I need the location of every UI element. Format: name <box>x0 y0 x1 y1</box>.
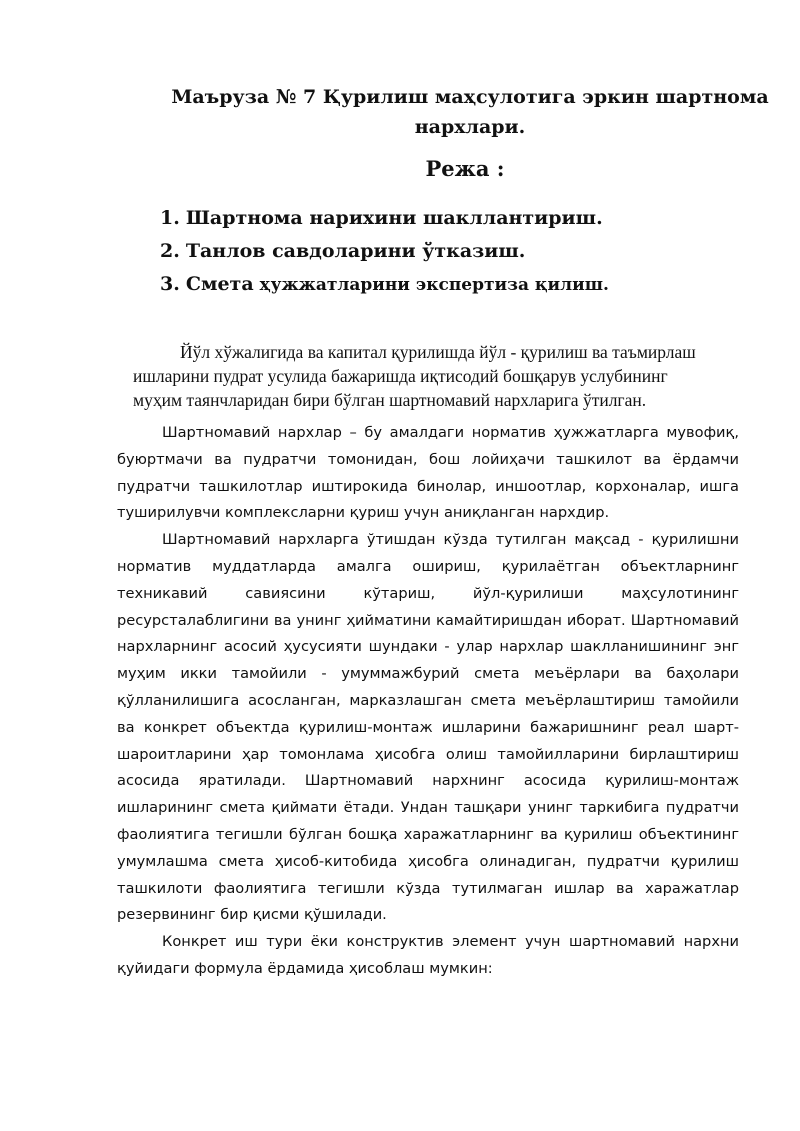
body-text <box>117 420 739 983</box>
plan-item-text: Танлов савдоларини ўтказиш. <box>185 240 526 262</box>
plan-item-text-lead: Смета <box>185 273 254 295</box>
plan-item <box>160 202 780 235</box>
title-line-1: Маъруза № 7 Қурилиш маҳсулотига эркин шартнома <box>171 86 769 108</box>
plan-list <box>160 202 780 302</box>
intro-line: Йўл хўжалигида ва капитал қурилишда йўл - қурилиш ва таъмирлаш <box>180 342 696 362</box>
plan-item <box>160 268 780 302</box>
body-paragraph: Шартномавий нархларга ўтишдан кўзда тутилган мақсад - қурилишни норматив муддатларда амалга ошириш, қурилаётган объектларнинг техникавий савиясини кўтариш, йўл-қурилиши маҳсулотининг ресурсталаблигини ва унинг ҳийматини камайтиришдан иборат. Шартномавий нархларнинг асосий ҳусусияти шундаки - улар нархлар шаклланишининг энг муҳим икки тамойили - умуммажбурий смета меъёрлари ва баҳолари қўлланилишига асосланган, марказлашган смета меъёрлаштириш тамойили ва конкрет объектда қурилиш-монтаж ишларини бажаришнинг реал шарт-шароитларини ҳар томонлама ҳисобга олиш тамойилларини бирлаштириш асосида яратилади. Шартномавий нархнинг асосида қурилиш-монтаж ишларининг смета қиймати ётади. Ундан ташқари унинг таркибига пудратчи фаолиятига тегишли бўлган бошқа харажатларнинг ва қурилиш объектининг умумлашма смета ҳисоб-китобида ҳисобга олинадиган, пудратчи қурилиш ташкилоти фаолиятига тегишли кўзда тутилмаган ишлар ва харажатлар резервининг бир қисми қўшилади. <box>117 531 739 924</box>
plan-heading: Режа : <box>425 156 505 181</box>
plan-item-number: 2. <box>160 240 180 262</box>
intro-line: ишларини пудрат усулида бажаришда иқтисодий бошқарув услубининг <box>133 366 668 386</box>
page-title <box>165 82 775 142</box>
title-line-2: нархлари. <box>414 116 526 138</box>
intro-paragraph <box>133 340 758 412</box>
plan-item-text: Шартнома нарихини шакллантириш. <box>185 207 603 229</box>
plan-item-number: 3. <box>160 273 180 295</box>
plan-item <box>160 235 780 268</box>
body-paragraph: Шартномавий нархлар – бу амалдаги норматив ҳужжатларга мувофиқ, буюртмачи ва пудратчи томонидан, бош лойиҳачи ташкилот ва ёрдамчи пудратчи ташкилотлар иштирокида бинолар, иншоотлар, корхоналар, ишга туширилувчи комплексларни қуриш учун аниқланган нархдир. <box>117 424 739 522</box>
body-paragraph: Конкрет иш тури ёки конструктив элемент учун шартномавий нархни қуйидаги формула ёрдамида ҳисоблаш мумкин: <box>117 933 739 977</box>
intro-line: муҳим таянчларидан бири бўлган шартномавий нархларига ўтилган. <box>133 390 647 410</box>
plan-item-number: 1. <box>160 207 180 229</box>
plan-item-text-rest: ҳужжатларини экспертиза қилиш. <box>253 275 609 295</box>
